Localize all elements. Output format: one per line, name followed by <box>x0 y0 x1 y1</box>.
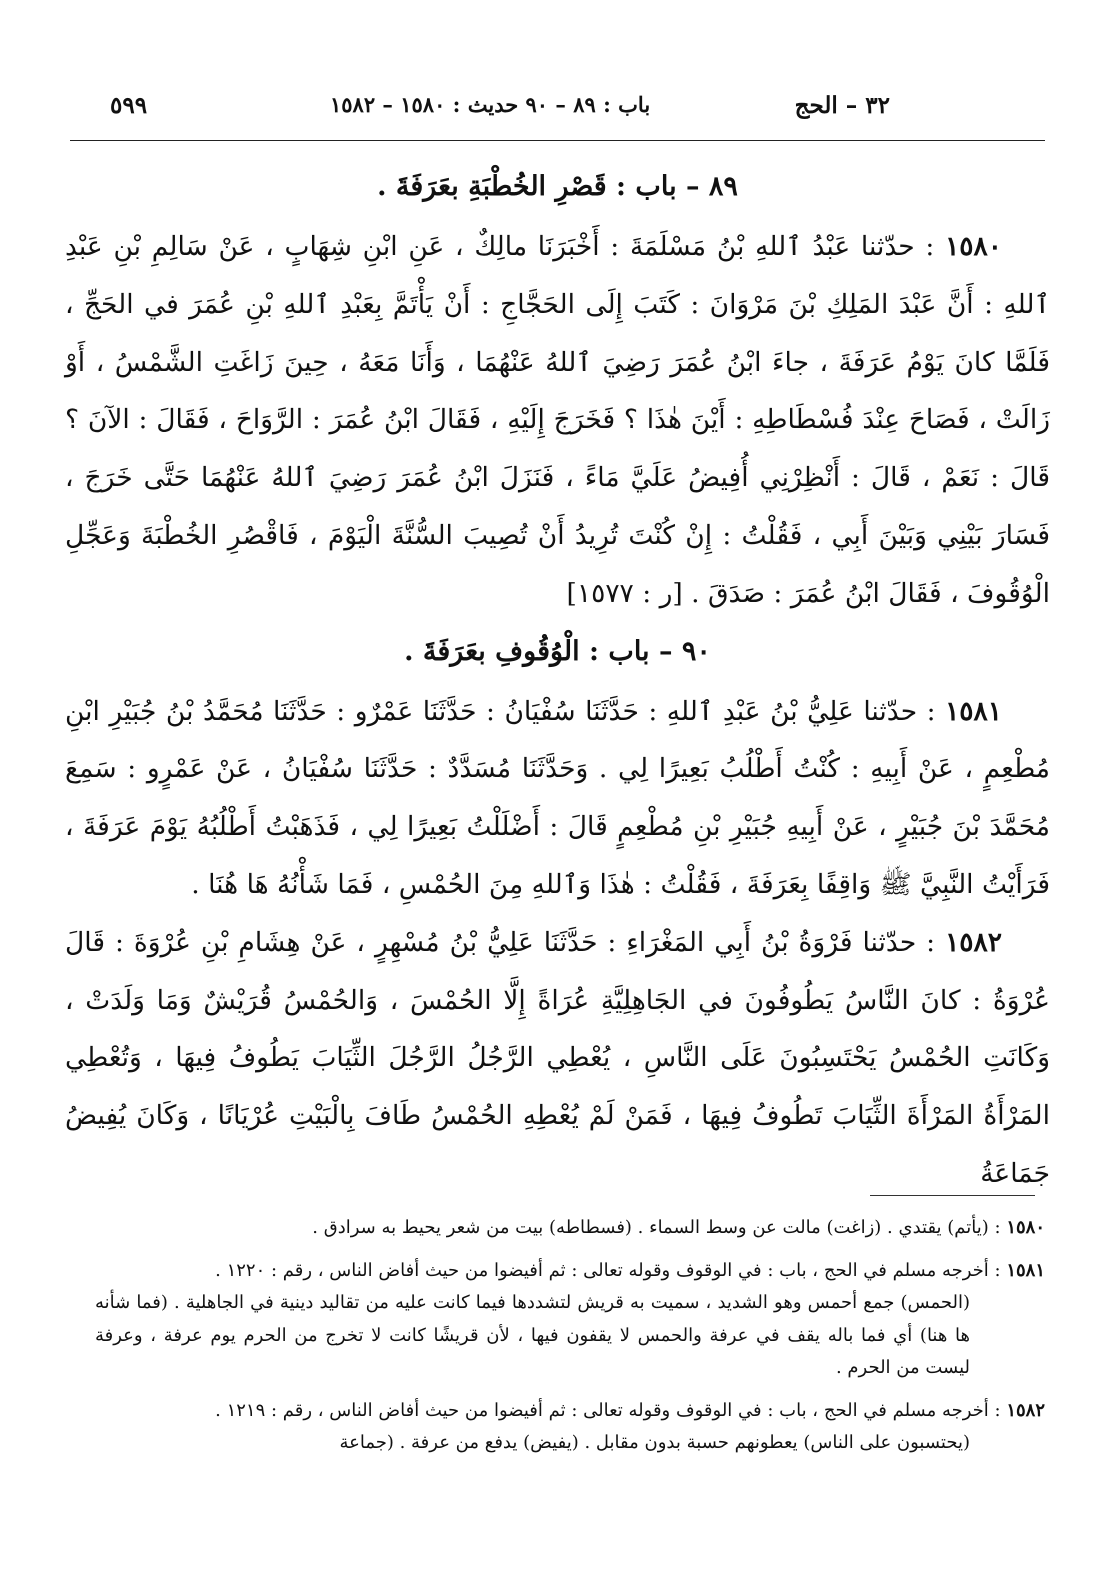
chapter-heading-89: ٨٩ – باب : قَصْرِ الخُطْبَةِ بعَرَفَةَ . <box>377 171 738 202</box>
footnote-text-continued: (يحتسبون على الناس) يعطونهم حسبة بدون مقابل . (يفيض) يدفع من عرفة . (جماعة <box>339 1432 970 1453</box>
header-section-range: باب : ٨٩ – ٩٠ حديث : ١٥٨٠ – ١٥٨٢ <box>330 92 651 117</box>
footnote-1582 <box>95 1395 1045 1460</box>
header-book-title: ٣٢ – الحج <box>794 92 890 119</box>
footnote-divider <box>870 1195 1035 1196</box>
hadith-1581 <box>65 683 1050 914</box>
footnotes <box>95 1212 1045 1470</box>
footnote-text: : (يأتم) يقتدي . (زاغت) مالت عن وسط السماء . (فسطاطه) بيت من شعر يحيط به سرادق . <box>312 1217 1007 1238</box>
footnote-1580 <box>95 1212 1045 1245</box>
hadith-text: : حدّثنا فَرْوَةُ بْنُ أَبِي المَغْرَاءِ : حَدَّثَنَا عَلِيُّ بْنُ مُسْهِرٍ ، عَنْ هِشَامِ بْنِ عُرْوَةَ : قَالَ عُرْوَةُ : كانَ النَّاسُ يَطُوفُونَ في الجَاهِلِيَّةِ عُرَاةً إِلَّا الحُمْسَ ، وَالحُمْسُ قُرَيْشٌ وَمَا وَلَدَتْ ، وَكَانَتِ الحُمْسُ يَحْتَسِبُونَ عَلَى النَّاسِ ، يُعْطِي الرَّجُلُ الرَّجُلَ الثِّيَابَ يَطُوفُ فِيهَا ، وَتُعْطِي المَرْأَةُ المَرْأَةَ الثِّيَابَ تَطُوفُ فِيهَا ، فَمَنْ لَمْ يُعْطِهِ الحُمْسُ طَافَ بِالْبَيْتِ عُرْيَانًا ، وَكَانَ يُفِيضُ جَمَاعَةُ <box>65 926 1050 1189</box>
hadith-1582 <box>65 914 1050 1203</box>
footnote-number: ١٥٨٠ <box>1006 1217 1045 1238</box>
page-number: ٥٩٩ <box>110 92 148 119</box>
running-header <box>70 80 1045 141</box>
hadith-number: ١٥٨٠ <box>945 231 1002 262</box>
hadith-text: : حدّثنا عَلِيُّ بْنُ عَبْدِ ٱللهِ : حَدَّثَنَا سُفْيَانُ : حَدَّثَنَا عَمْرٌو : حَدَّثَنَا مُحَمَّدُ بْنُ جُبَيْرِ ابْنِ مُطْعِمٍ ، عَنْ أَبِيهِ : كُنْتُ أَطْلُبُ بَعِيرًا لِي . وَحَدَّثَنَا مُسَدَّدٌ : حَدَّثَنَا سُفْيَانُ ، عَنْ عَمْرٍو : سَمِعَ مُحَمَّدَ بْنَ جُبَيْرٍ ، عَنْ أَبِيهِ جُبَيْرِ بْنِ مُطْعِمٍ قَالَ : أَضْلَلْتُ بَعِيرًا لِي ، فَذَهَبْتُ أَطْلُبُهُ يَوْمَ عَرَفَةَ ، فَرَأَيْتُ النَّبِيَّ ﷺ وَاقِفًا بِعَرَفَةَ ، فَقُلْتُ : هٰذَا وَٱللهِ مِنَ الحُمْسِ ، فَمَا شَأْنُهُ هَا هُنَا . <box>65 695 1050 900</box>
footnote-text: : أخرجه مسلم في الحج ، باب : في الوقوف وقوله تعالى : ثم أفيضوا من حيث أفاض الناس ، رقم : ١٢١٩ . <box>215 1399 1007 1421</box>
footnote-text-continued: (الحمس) جمع أحمس وهو الشديد ، سميت به قريش لتشددها فيما كانت عليه من تقاليد دينية في الجاهلية . (فما شأنه ها هنا) أي فما باله يقف في عرفة والحمس لا يقفون فيها ، لأن قريشًا كانت لا تخرج من الحرم يوم عرفة ، وعرفة ليست من الحرم . <box>95 1292 970 1378</box>
footnote-number: ١٥٨١ <box>1006 1259 1045 1281</box>
hadith-number: ١٥٨١ <box>945 695 1002 727</box>
main-text <box>65 158 1050 1203</box>
footnote-text: : أخرجه مسلم في الحج ، باب : في الوقوف وقوله تعالى : ثم أفيضوا من حيث أفاض الناس ، رقم : ١٢٢٠ . <box>215 1259 1007 1281</box>
chapter-heading-90: ٩٠ – باب : الْوُقُوفِ بعَرَفَةَ . <box>404 635 711 667</box>
hadith-1580 <box>65 218 1050 623</box>
hadith-text: : حدّثنا عَبْدُ ٱللهِ بْنُ مَسْلَمَةَ : أَخْبَرَنَا مالِكٌ ، عَنِ ابْنِ شِهَابٍ ، عَنْ سَالِمِ بْنِ عَبْدِ ٱللهِ : أَنَّ عَبْدَ المَلِكِ بْنَ مَرْوَانَ : كَتَبَ إِلَى الحَجَّاجِ : أَنْ يَأْتَمَّ بِعَبْدِ ٱللهِ بْنِ عُمَرَ في الحَجِّ ، فَلَمَّا كانَ يَوْمُ عَرَفَةَ ، جاءَ ابْنُ عُمَرَ رَضِيَ ٱللهُ عَنْهُمَا ، وَأَنَا مَعَهُ ، حِينَ زَاغَتِ الشَّمْسُ ، أَوْ زَالَتْ ، فَصَاحَ عِنْدَ فُسْطَاطِهِ : أَيْنَ هٰذَا ؟ فَخَرَجَ إِلَيْهِ ، فَقَالَ ابْنُ عُمَرَ : الرَّوَاحَ ، فَقَالَ : الآنَ ؟ قَالَ : نَعَمْ ، قَالَ : أَنْظِرْنِي أُفِيضُ عَلَيَّ مَاءً ، فَنَزَلَ ابْنُ عُمَرَ رَضِيَ ٱللهُ عَنْهُمَا حَتَّى خَرَجَ ، فَسَارَ بَيْنِي وَبَيْنَ أَبِي ، فَقُلْتُ : إِنْ كُنْتَ تُرِيدُ أَنْ تُصِيبَ السُّنَّةَ الْيَوْمَ ، فَاقْصُرِ الخُطْبَةَ وَعَجِّلِ الْوُقُوفَ ، فَقَالَ ابْنُ عُمَرَ : صَدَقَ . [ر : ١٥٧٧] <box>65 231 1050 609</box>
footnote-number: ١٥٨٢ <box>1006 1399 1045 1421</box>
hadith-number: ١٥٨٢ <box>945 926 1002 958</box>
footnote-1581 <box>95 1255 1045 1385</box>
